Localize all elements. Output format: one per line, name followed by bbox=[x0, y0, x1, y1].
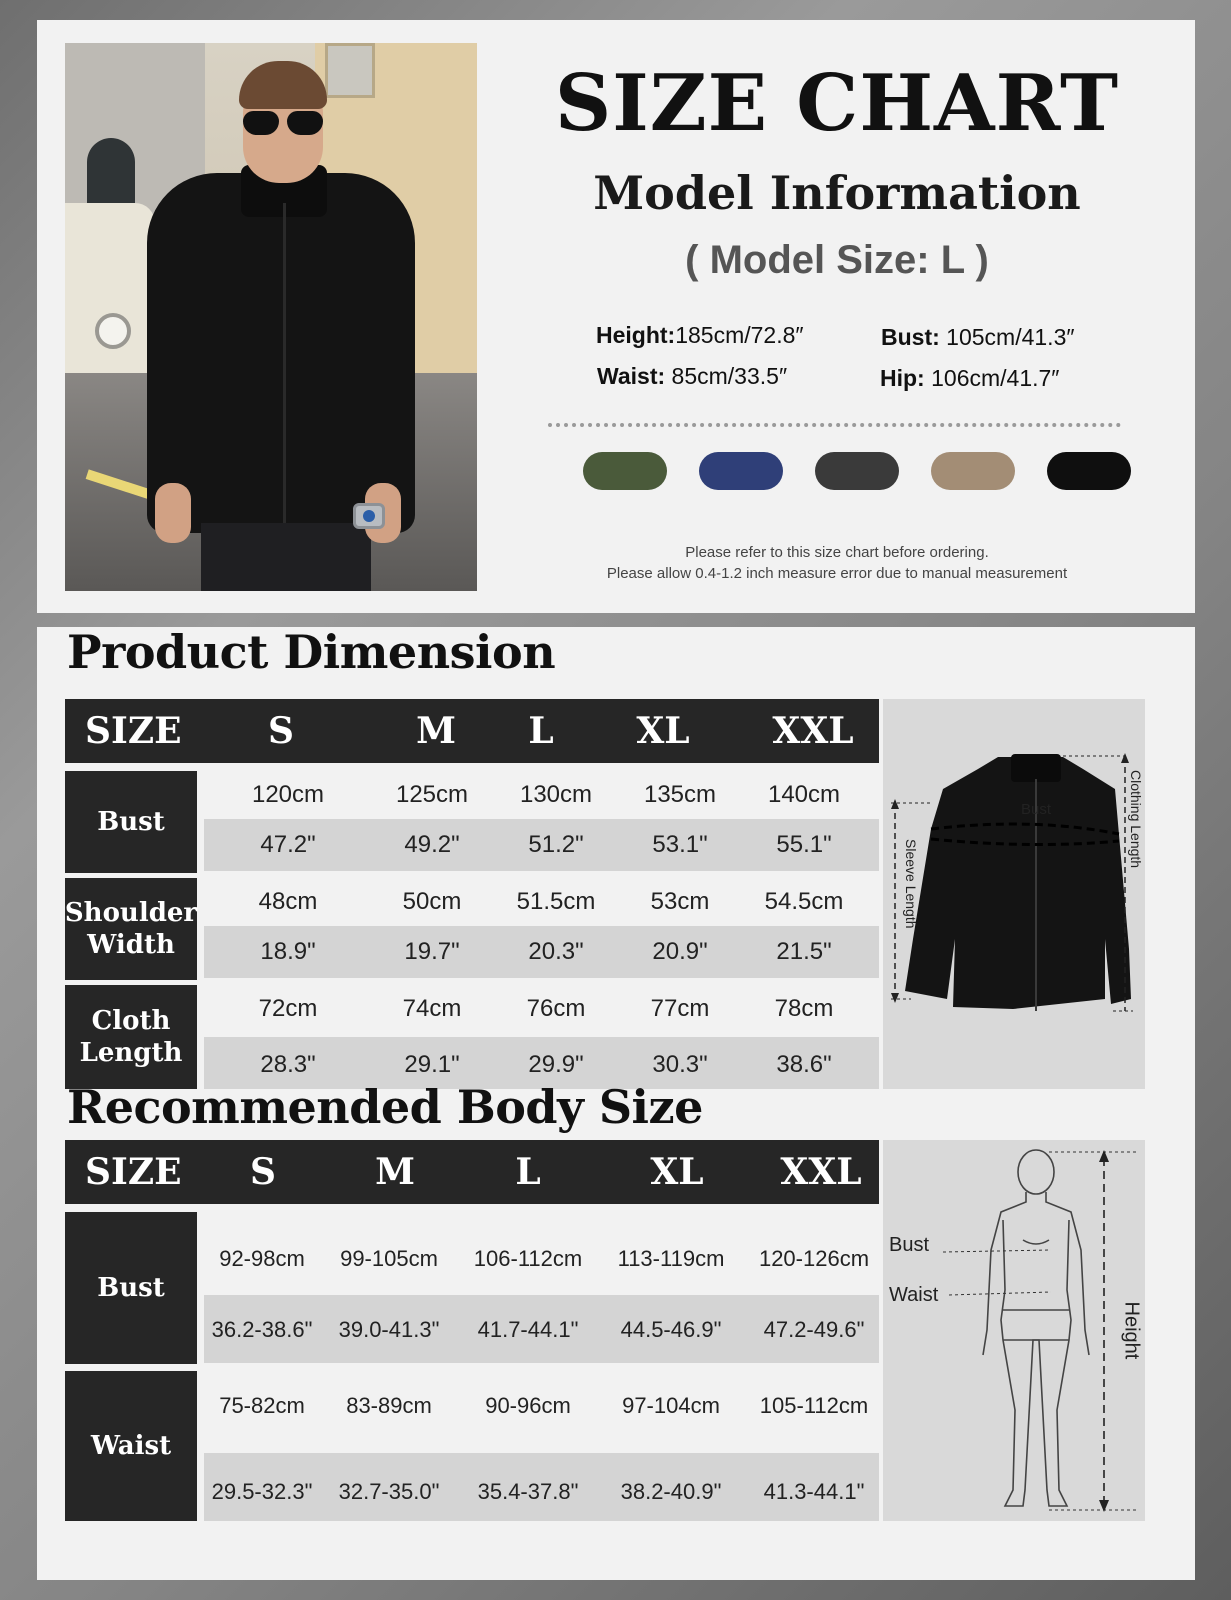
diagram-label-sleeve-length: Sleeve Length bbox=[903, 839, 919, 929]
header-size: SIZE bbox=[85, 1151, 182, 1193]
size-tables-panel bbox=[37, 627, 1195, 1580]
row-label-cloth-length: Cloth Length bbox=[65, 985, 197, 1089]
header-size: SIZE bbox=[85, 710, 182, 752]
measure-note: Please allow 0.4-1.2 inch measure error due to manual measurement bbox=[606, 565, 1068, 582]
row-label-bust: Bust bbox=[65, 771, 197, 873]
header-s: S bbox=[250, 1151, 276, 1193]
color-swatch-gray[interactable] bbox=[815, 452, 899, 490]
product-dimension-title: Product Dimension bbox=[67, 625, 556, 679]
row-label-shoulder-width: Shoulder Width bbox=[65, 878, 197, 980]
diagram-label-bust: Bust bbox=[889, 1234, 930, 1256]
page-title: SIZE CHART bbox=[554, 58, 1120, 149]
color-swatch-khaki[interactable] bbox=[931, 452, 1015, 490]
header-xxl: XXL bbox=[780, 1151, 862, 1193]
header-m: M bbox=[416, 710, 456, 752]
header-l: L bbox=[528, 710, 554, 752]
table-row: 72cm 74cm 76cm 77cm 78cm bbox=[258, 995, 834, 1022]
table-row: 18.9" 19.7" 20.3" 20.9" 21.5" bbox=[204, 926, 879, 978]
color-swatch-black[interactable] bbox=[1047, 452, 1131, 490]
model-bust: Bust: 105cm/41.3″ bbox=[881, 324, 1075, 350]
model-waist: Waist: 85cm/33.5″ bbox=[597, 363, 788, 389]
header-xxl: XXL bbox=[772, 710, 854, 752]
table-row: 36.2-38.6" 39.0-41.3" 41.7-44.1" 44.5-46.9" 47.2-49.6" bbox=[204, 1295, 879, 1363]
order-note: Please refer to this size chart before ordering. bbox=[685, 544, 989, 561]
header-xl: XL bbox=[650, 1151, 704, 1193]
row-label-bust: Bust bbox=[65, 1212, 197, 1364]
divider bbox=[548, 423, 1121, 427]
diagram-label-height: Height bbox=[1120, 1301, 1143, 1360]
table-row: 48cm 50cm 51.5cm 53cm 54.5cm bbox=[258, 888, 844, 915]
model-hip: Hip: 106cm/41.7″ bbox=[880, 365, 1060, 391]
header-s: S bbox=[268, 710, 294, 752]
model-photo bbox=[65, 43, 477, 591]
table-row: 120cm 125cm 130cm 135cm 140cm bbox=[251, 781, 841, 808]
body-table-header bbox=[65, 1140, 879, 1204]
table-row: 47.2" 49.2" 51.2" 53.1" 55.1" bbox=[204, 819, 879, 871]
header-l: L bbox=[515, 1151, 541, 1193]
diagram-label-waist: Waist bbox=[889, 1284, 939, 1306]
jacket-measure-diagram bbox=[883, 699, 1145, 1089]
diagram-label-bust: Bust bbox=[1021, 801, 1052, 818]
model-size-label: ( Model Size: L ) bbox=[685, 238, 989, 282]
table-row: 75-82cm 83-89cm 90-96cm 97-104cm 105-112cm bbox=[219, 1393, 869, 1418]
color-swatch-navy[interactable] bbox=[699, 452, 783, 490]
body-measure-diagram bbox=[883, 1140, 1145, 1521]
diagram-label-clothing-length: Clothing Length bbox=[1128, 770, 1144, 869]
table-row: 29.5-32.3" 32.7-35.0" 35.4-37.8" 38.2-40.9" 41.3-44.1" bbox=[204, 1453, 879, 1521]
table-row: 92-98cm 99-105cm 106-112cm 113-119cm 120-126cm bbox=[219, 1246, 870, 1271]
model-info-panel bbox=[37, 20, 1195, 613]
header-m: M bbox=[375, 1151, 415, 1193]
recommended-body-size-title: Recommended Body Size bbox=[67, 1080, 703, 1134]
row-label-waist: Waist bbox=[65, 1371, 197, 1521]
table-row: 28.3" 29.1" 29.9" 30.3" 38.6" bbox=[204, 1037, 879, 1089]
model-height: Height:185cm/72.8″ bbox=[596, 322, 804, 348]
product-table-header bbox=[65, 699, 879, 763]
header-xl: XL bbox=[636, 710, 690, 752]
model-info-heading: Model Information bbox=[593, 166, 1081, 220]
color-swatch-green[interactable] bbox=[583, 452, 667, 490]
